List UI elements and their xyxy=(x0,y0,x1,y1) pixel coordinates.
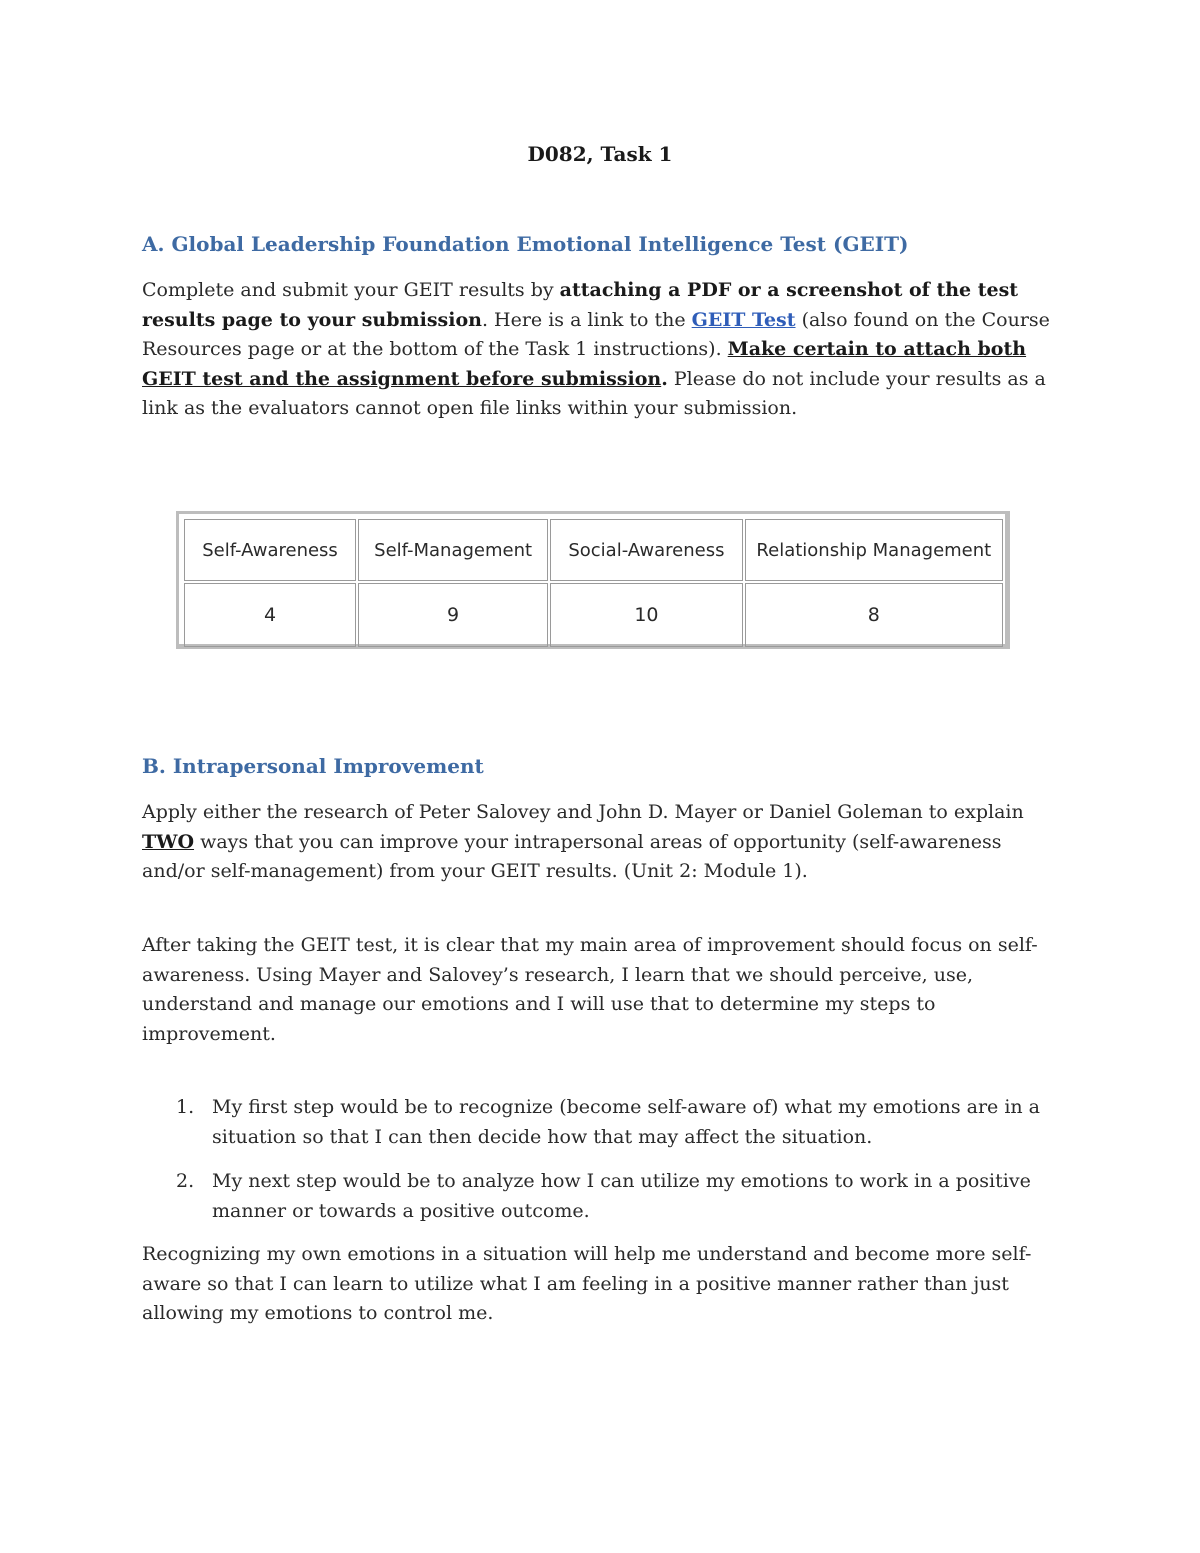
section-a-instructions xyxy=(142,276,1058,424)
geit-results-grid xyxy=(182,517,1005,649)
instructions-text: Complete and submit your GEIT results by xyxy=(142,279,560,301)
list-item-number: 1. xyxy=(176,1096,195,1118)
instructions-text: Please do not include your results as a link as the evaluators cannot open file links within your submission. xyxy=(142,367,1046,419)
instructions-bold-text: attaching a PDF or a screenshot of the test results page to your submission xyxy=(142,279,1019,331)
section-b-heading: B. Intrapersonal Improvement xyxy=(142,754,484,778)
table-header-row xyxy=(184,519,1003,581)
score-self-awareness: 4 xyxy=(184,583,356,647)
list-item-number: 2. xyxy=(176,1170,195,1192)
prompt-text: Apply either the research of Peter Salovey and John D. Mayer or Daniel Goleman to explain xyxy=(142,801,1024,823)
improvement-steps-list xyxy=(176,1093,1056,1226)
list-item xyxy=(176,1167,1056,1226)
score-social-awareness: 10 xyxy=(550,583,742,647)
header-social-awareness: Social-Awareness xyxy=(550,519,742,581)
prompt-emphasis: TWO xyxy=(142,830,195,853)
document-title: D082, Task 1 xyxy=(527,142,673,166)
response-conclusion: Recognizing my own emotions in a situation will help me understand and become more self-aware so that I can learn to utilize what I am feeling in a positive manner rather than just allowing my emotions to control me. xyxy=(142,1243,1032,1324)
instructions-bold-period: . xyxy=(661,367,668,390)
instructions-underlined-text: Make certain to attach both GEIT test and the assignment before submission xyxy=(142,338,1027,390)
response-intro: After taking the GEIT test, it is clear that my main area of improvement should focus on self-awareness. Using Mayer and Salovey’s research, I learn that we should perceive, use, understand and manage our emotions and I will use that to determine my steps to improvement. xyxy=(142,934,1038,1045)
geit-results-table xyxy=(176,511,1010,649)
instructions-text: (also found on the Course Resources page or at the bottom of the Task 1 instructions). xyxy=(142,308,1050,360)
table-score-row xyxy=(184,583,1003,647)
header-self-awareness: Self-Awareness xyxy=(184,519,356,581)
list-item-text: My next step would be to analyze how I can utilize my emotions to work in a positive manner or towards a positive outcome. xyxy=(212,1170,1031,1222)
header-self-management: Self-Management xyxy=(358,519,548,581)
score-relationship-management: 8 xyxy=(745,583,1003,647)
score-self-management: 9 xyxy=(358,583,548,647)
header-relationship-management: Relationship Management xyxy=(745,519,1003,581)
list-item-text: My first step would be to recognize (become self-aware of) what my emotions are in a situation so that I can then decide how that may affect the situation. xyxy=(212,1096,1040,1148)
prompt-text: ways that you can improve your intrapersonal areas of opportunity (self-awareness and/or self-management) from your GEIT results. (Unit 2: Module 1). xyxy=(142,830,1002,882)
section-a-heading: A. Global Leadership Foundation Emotional Intelligence Test (GEIT) xyxy=(142,232,909,256)
instructions-text: . Here is a link to the xyxy=(481,308,692,331)
list-item xyxy=(176,1093,1056,1152)
geit-test-link[interactable]: GEIT Test xyxy=(691,308,796,331)
section-b-prompt xyxy=(142,798,1058,887)
